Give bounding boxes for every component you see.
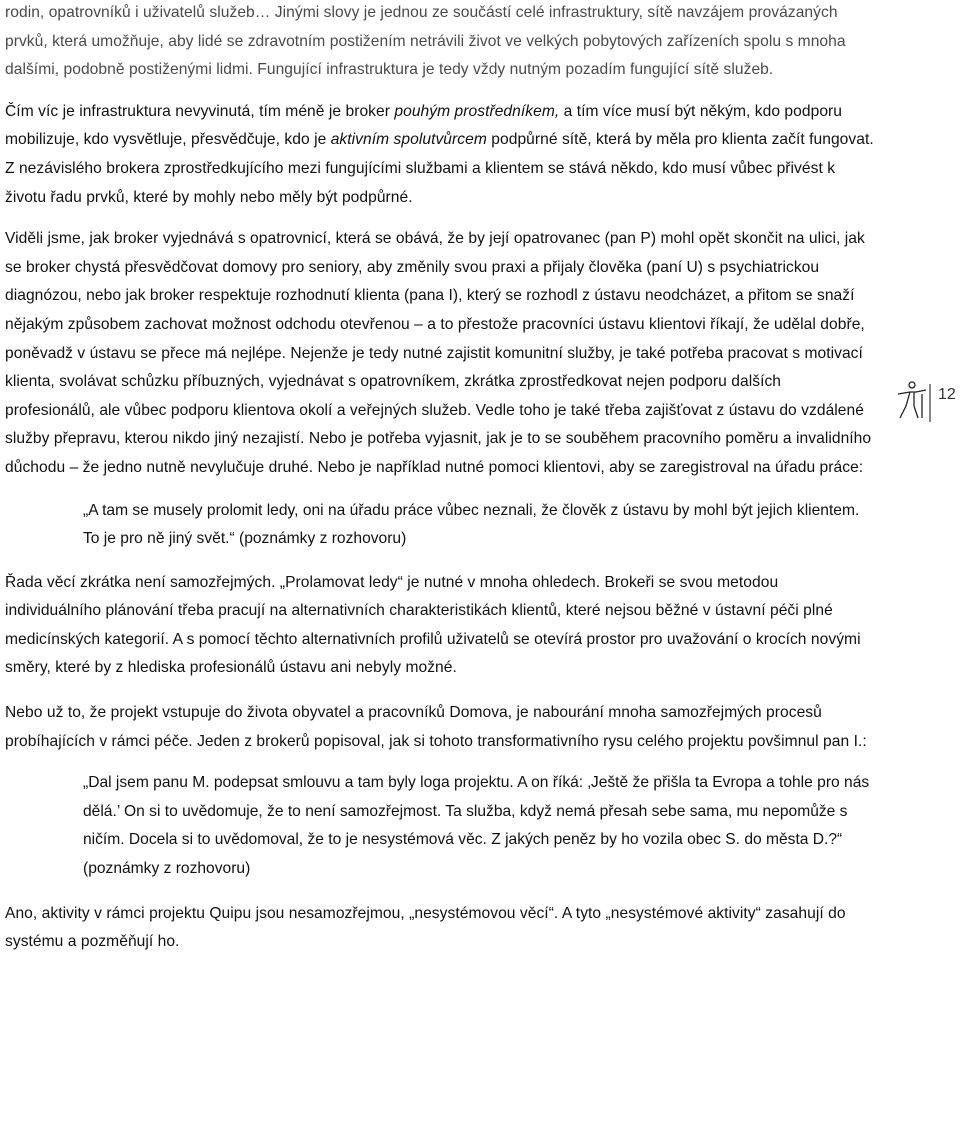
paragraph-1-text: rodin, opatrovníků i uživatelů služeb… Jinými slovy je jednou ze součástí celé infrastruktury, sítě navzájem provázaných prvků, která umožňuje, aby lidé se zdravotním postižením netrávili život ve velkých pobytových zařízeních spolu s mnoha dalšími, podobně postiženými lidmi. <box>5 4 846 79</box>
paragraph-2-emphasis-1: pouhým prostředníkem, <box>394 102 560 120</box>
figure-logo-icon <box>896 380 936 424</box>
paragraph-4: Řada věcí zkrátka není samozřejmých. „Prolamovat ledy“ je nutné v mnoha ohledech. Brokeři se svou metodou individuálního plánování třeba pracují na alternativních charakteristikách klientů, které nejsou běžné v ústavní péči plné medicínských kategorií. A s pomocí těchto alternativních profilů uživatelů se otevírá prostor pro uvažování o krocích novými směry, které by z hlediska profesionálů ústavu ani nebyly možné. <box>5 573 861 677</box>
paragraph-2-emphasis-2: aktivním spolutvůrcem <box>330 131 487 149</box>
page-marker <box>896 380 960 424</box>
paragraph-6: Ano, aktivity v rámci projektu Quipu jsou nesamozřejmou, „nesystémovou věcí“. A tyto „nesystémové aktivity“ zasahují do systému a pozměňují ho. <box>5 904 846 951</box>
document-body <box>5 0 875 970</box>
paragraph-2 <box>5 98 875 212</box>
paragraph-2-text-b: a tím více musí být někým, kdo podporu mobilizuje, kdo vysvětluje, přesvědčuje, kdo je <box>5 102 843 149</box>
page-number: 12 <box>938 386 956 403</box>
quote-1: „A tam se musely prolomit ledy, oni na úřadu práce vůbec neznali, že člověk z ústavu by mohl být jejich klientem. To je pro ně jiný svět.“ (poznámky z rozhovoru) <box>83 501 860 548</box>
quote-2: „Dal jsem panu M. podepsat smlouvu a tam byly loga projektu. A on říká: ‚Ještě že přišla ta Evropa a tohle pro nás dělá.’ On si to uvědomuje, že to není samozřejmost. Ta služba, když nemá přesah sebe sama, mu nepomůže s ničím. Docela si to uvědomoval, že to je nesystémová věc. Z jakých peněz by ho vozila obec S. do města D.?“ (poznámky z rozhovoru) <box>83 774 870 878</box>
paragraph-1-text-end: Fungující infrastruktura je tedy vždy nutným pozadím fungující sítě služeb. <box>252 61 774 79</box>
paragraph-2-text-c: podpůrné sítě, která by měla pro klienta začít fungovat. Z nezávislého brokera zprostředkujícího mezi fungujícími službami a klientem se stává někdo, kdo musí vůbec přivést k životu řadu prvků, které by mohly nebo měly být podpůrné. <box>5 131 874 206</box>
paragraph-5: Nebo už to, že projekt vstupuje do života obyvatel a pracovníků Domova, je nabourání mnoha samozřejmých procesů probíhajících v rámci péče. Jeden z brokerů popisoval, jak si tohoto transformativního rysu celého projektu povšimnul pan I.: <box>5 704 867 750</box>
paragraph-1 <box>5 0 875 85</box>
paragraph-2-text-a: Čím víc je infrastruktura nevyvinutá, tím méně je broker <box>5 102 395 120</box>
paragraph-3: Viděli jsme, jak broker vyjednává s opatrovnicí, která se obává, že by její opatrovanec (pan P) mohl opět skončit na ulici, jak se broker chystá přesvědčovat domovy pro seniory, aby změnily svou praxi a přijaly člověka (paní U) s psychiatrickou diagnózou, nebo jak broker respektuje rozhodnutí klienta (pana I), který se rozhodl z ústavu neodcházet, a přitom se snaží nějakým způsobem zachovat možnost odchodu otevřenou – a to přestože pracovníci ústavu klientovi říkají, že udělal dobře, poněvadž v ústavu se přece má nejlépe. Nejenže je tedy nutné zajistit komunitní služby, je také potřeba pracovat s motivací klienta, svolávat schůzku příbuzných, vyjednávat s opatrovníkem, zkrátka zprostředkovat nejen podporu dalších profesionálů, ale vůbec podporu klientova okolí a veřejných služeb. Vedle toho je také třeba zajišťovat z ústavu do vzdálené služby přepravu, kterou nikdo jiný nezajistí. Nebo je potřeba vyjasnit, jak je to se souběhem pracovního poměru a invalidního důchodu – že jedno nutně nevylučuje druhé. Nebo je například nutné pomoci klientovi, aby se zaregistroval na úřadu práce: <box>5 230 872 476</box>
